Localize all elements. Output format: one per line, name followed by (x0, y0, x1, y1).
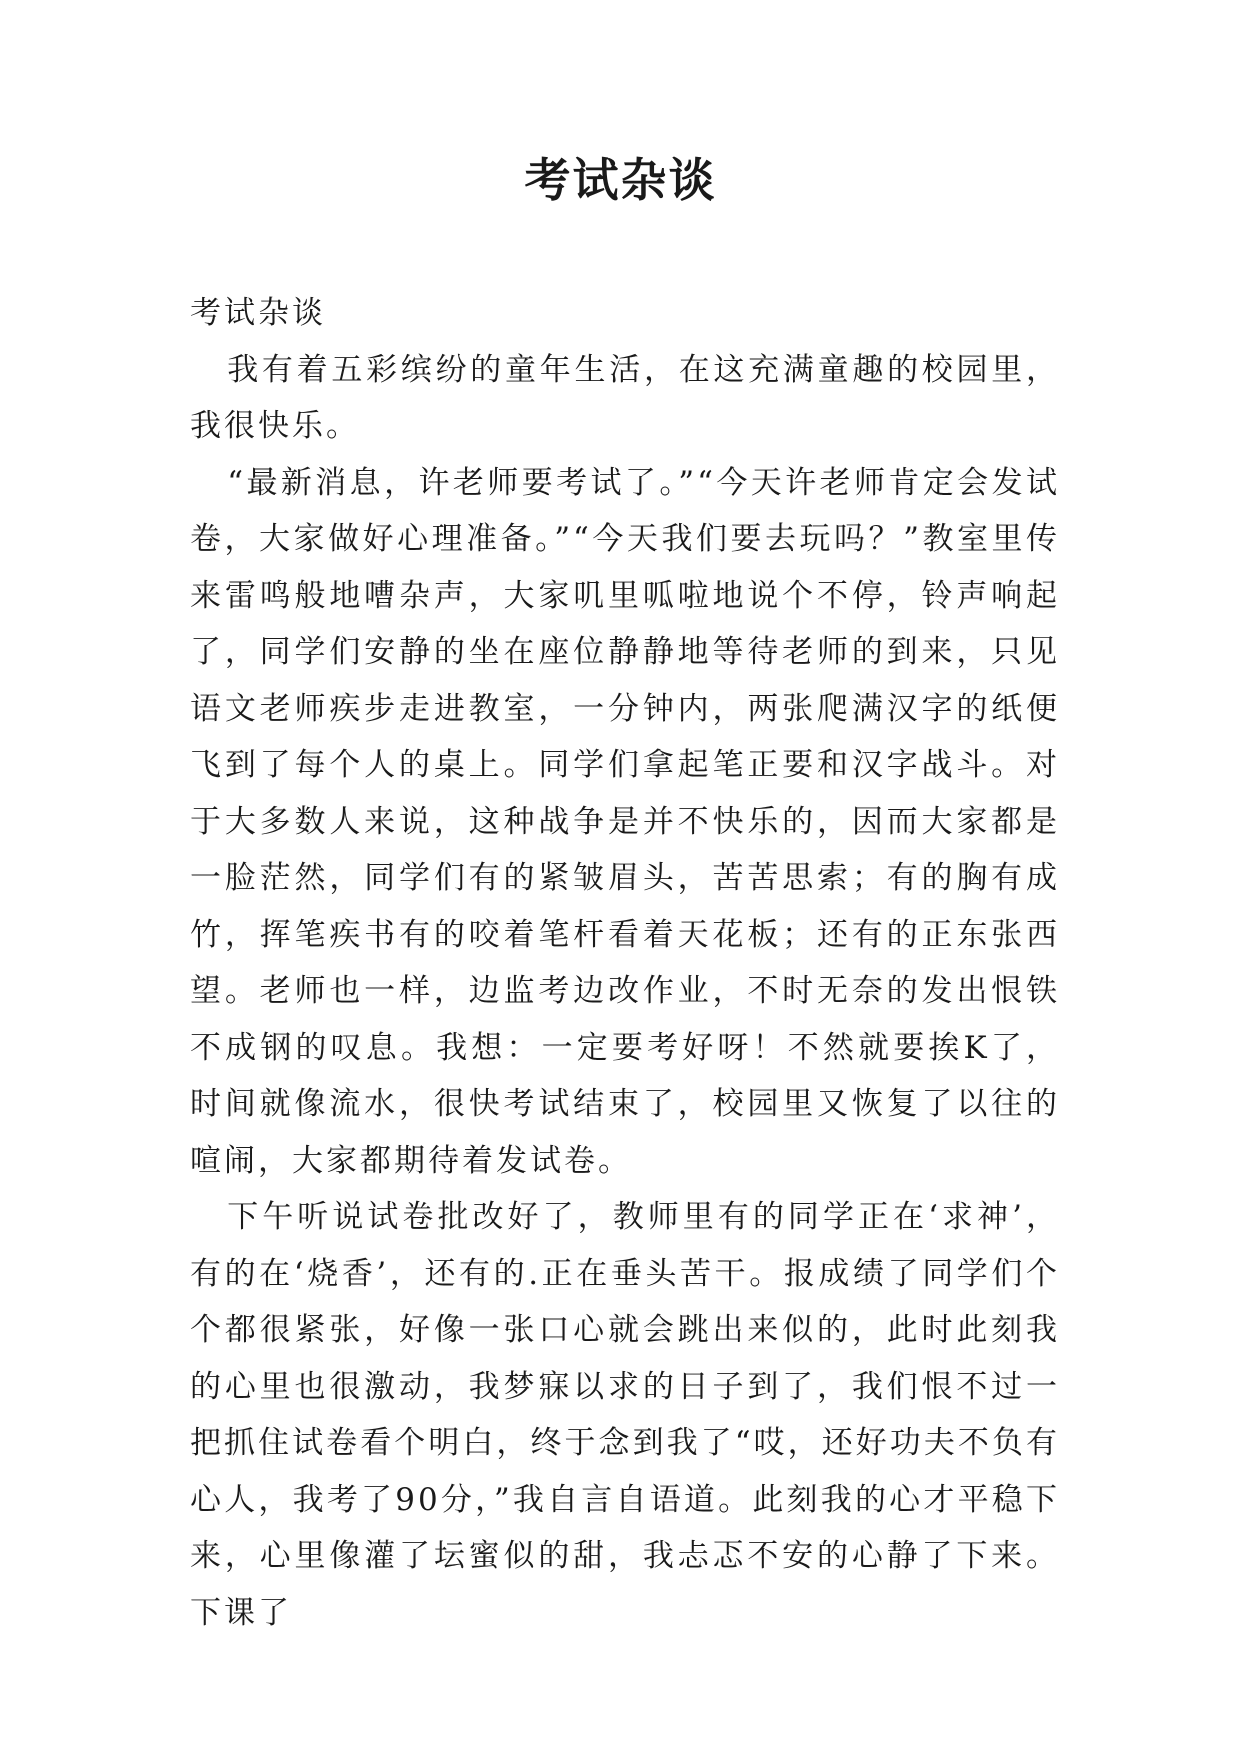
paragraph-1: 我有着五彩缤纷的童年生活，在这充满童趣的校园里，我很快乐。 (190, 351, 1060, 444)
document-subtitle: 考试杂谈 (190, 295, 326, 331)
paragraph-3: 下午听说试卷批改好了，教师里有的同学正在‘求神’，有的在‘烧香’，还有的.正在垂头苦干。报成绩了同学们个个都很紧张，好像一张口心就会跳出来似的，此时此刻我的心里也很激动，我梦寐以求的日子到了，我们恨不过一把抓住试卷看个明白，终于念到我了“哎，还好功夫不负有心人，我考了90分，”我自言自语道。此刻我的心才平稳下来，心里像灌了坛蜜似的甜，我忐忑不安的心静了下来。 下课了 (190, 1199, 1060, 1631)
document-title: 考试杂谈 (524, 153, 717, 207)
paragraph-2: “最新消息，许老师要考试了。”“今天许老师肯定会发试卷，大家做好心理准备。”“今天我们要去玩吗？”教室里传来雷鸣般地嘈杂声，大家叽里呱啦地说个不停，铃声响起了，同学们安静的坐在座位静静地等待老师的到来，只见语文老师疾步走进教室，一分钟内，两张爬满汉字的纸便飞到了每个人的桌上。同学们拿起笔正要和汉字战斗。对于大多数人来说，这种战争是并不快乐的，因而大家都是一脸茫然，同学们有的紧皱眉头，苦苦思索；有的胸有成竹，挥笔疾书有的咬着笔杆看着天花板；还有的正东张西望。老师也一样，边监考边改作业，不时无奈的发出恨铁不成钢的叹息。我想：一定要考好呀！不然就要挨K了，时间就像流水，很快考试结束了，校园里又恢复了以往的喧闹，大家都期待着发试卷。 (190, 464, 1060, 1179)
document-body (190, 285, 1060, 1641)
